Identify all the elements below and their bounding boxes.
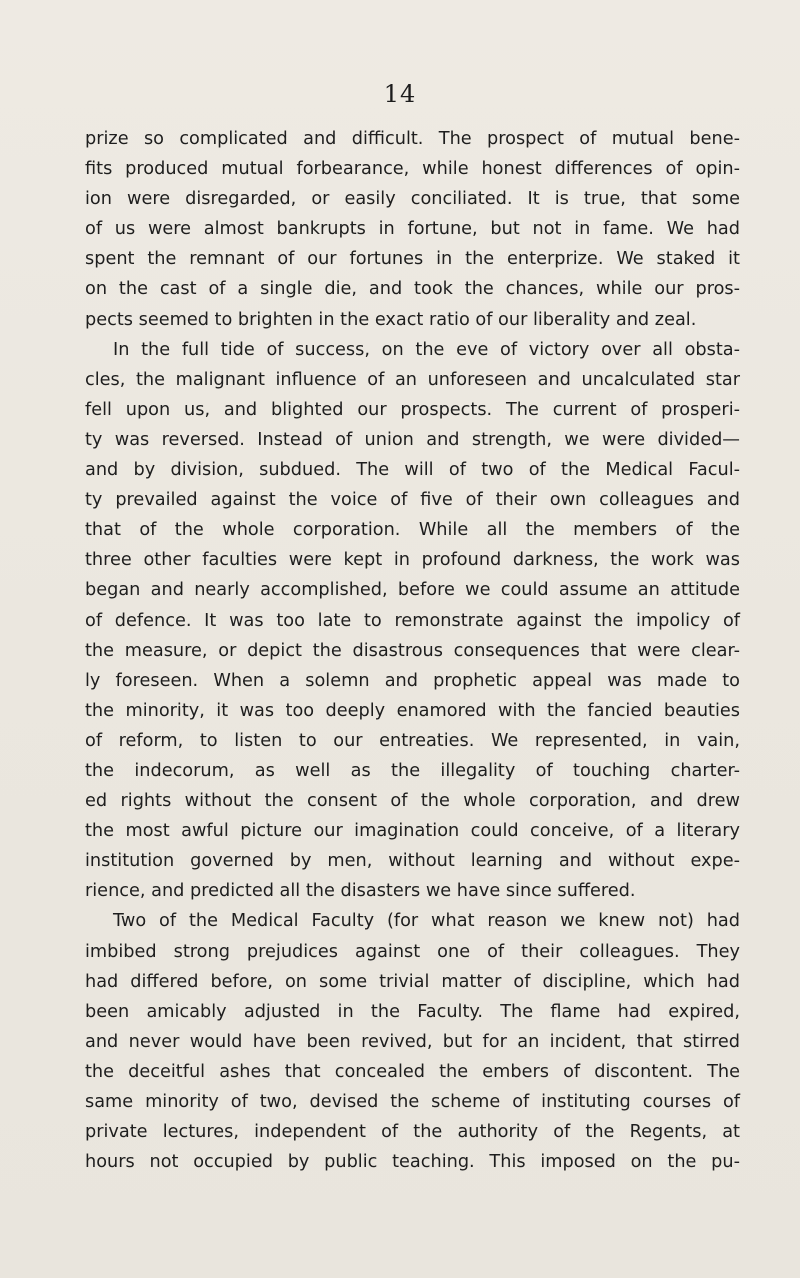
text-line: of defence. It was too late to remonstrate against the impolicy of [85, 610, 740, 631]
text-line: imbibed strong prejudices against one of their colleagues. They [85, 941, 740, 962]
text-line: fits produced mutual forbearance, while honest differences of opin- [85, 159, 740, 180]
text-line: Two of the Medical Faculty (for what reason we knew not) had [113, 911, 740, 932]
text-line: ty was reversed. Instead of union and strength, we were divided— [85, 429, 740, 450]
text-line: that of the whole corporation. While all the members of the [85, 520, 740, 541]
text-line: rience, and predicted all the disasters we have since suffered. [85, 881, 636, 902]
text-line: fell upon us, and blighted our prospects. The current of prosperi- [85, 399, 740, 420]
text-line: the measure, or depict the disastrous consequences that were clear- [85, 640, 740, 661]
text-line: ly foreseen. When a solemn and prophetic appeal was made to [85, 670, 740, 691]
text-line: of reform, to listen to our entreaties. We represented, in vain, [85, 730, 740, 751]
text-line: institution governed by men, without learning and without expe- [85, 851, 740, 872]
text-line: the indecorum, as well as the illegality of touching charter- [85, 760, 740, 781]
text-line: of us were almost bankrupts in fortune, but not in fame. We had [85, 219, 740, 240]
text-line: In the full tide of success, on the eve of victory over all obsta- [113, 339, 740, 360]
text-line: been amicably adjusted in the Faculty. The flame had expired, [85, 1001, 740, 1022]
text-line: cles, the malignant influence of an unforeseen and uncalculated star [85, 369, 740, 390]
body-text [85, 124, 740, 1177]
text-line: ion were disregarded, or easily conciliated. It is true, that some [85, 189, 740, 210]
text-line: private lectures, independent of the authority of the Regents, at [85, 1122, 740, 1143]
text-line: on the cast of a single die, and took the chances, while our pros- [85, 279, 740, 300]
text-line: and by division, subdued. The will of two of the Medical Facul- [85, 460, 740, 481]
text-line: three other faculties were kept in profound darkness, the work was [85, 550, 740, 571]
text-line: the most awful picture our imagination could conceive, of a literary [85, 821, 740, 842]
text-line: pects seemed to brighten in the exact ratio of our liberality and zeal. [85, 309, 697, 330]
text-line: the deceitful ashes that concealed the embers of discontent. The [85, 1061, 740, 1082]
text-line: began and nearly accomplished, before we could assume an attitude [85, 580, 740, 601]
text-line: the minority, it was too deeply enamored with the fancied beauties [85, 700, 740, 721]
page-number: 14 [383, 80, 417, 108]
text-line: had differed before, on some trivial matter of discipline, which had [85, 971, 740, 992]
text-line: hours not occupied by public teaching. This imposed on the pu- [85, 1152, 740, 1173]
text-line: and never would have been revived, but for an incident, that stirred [85, 1031, 740, 1052]
text-line: ty prevailed against the voice of five of their own colleagues and [85, 490, 740, 511]
text-line: same minority of two, devised the scheme of instituting courses of [85, 1092, 740, 1112]
text-line: spent the remnant of our fortunes in the enterprize. We staked it [85, 249, 740, 270]
text-line: prize so complicated and difficult. The prospect of mutual bene- [85, 129, 740, 149]
text-line: ed rights without the consent of the whole corporation, and drew [85, 791, 740, 812]
